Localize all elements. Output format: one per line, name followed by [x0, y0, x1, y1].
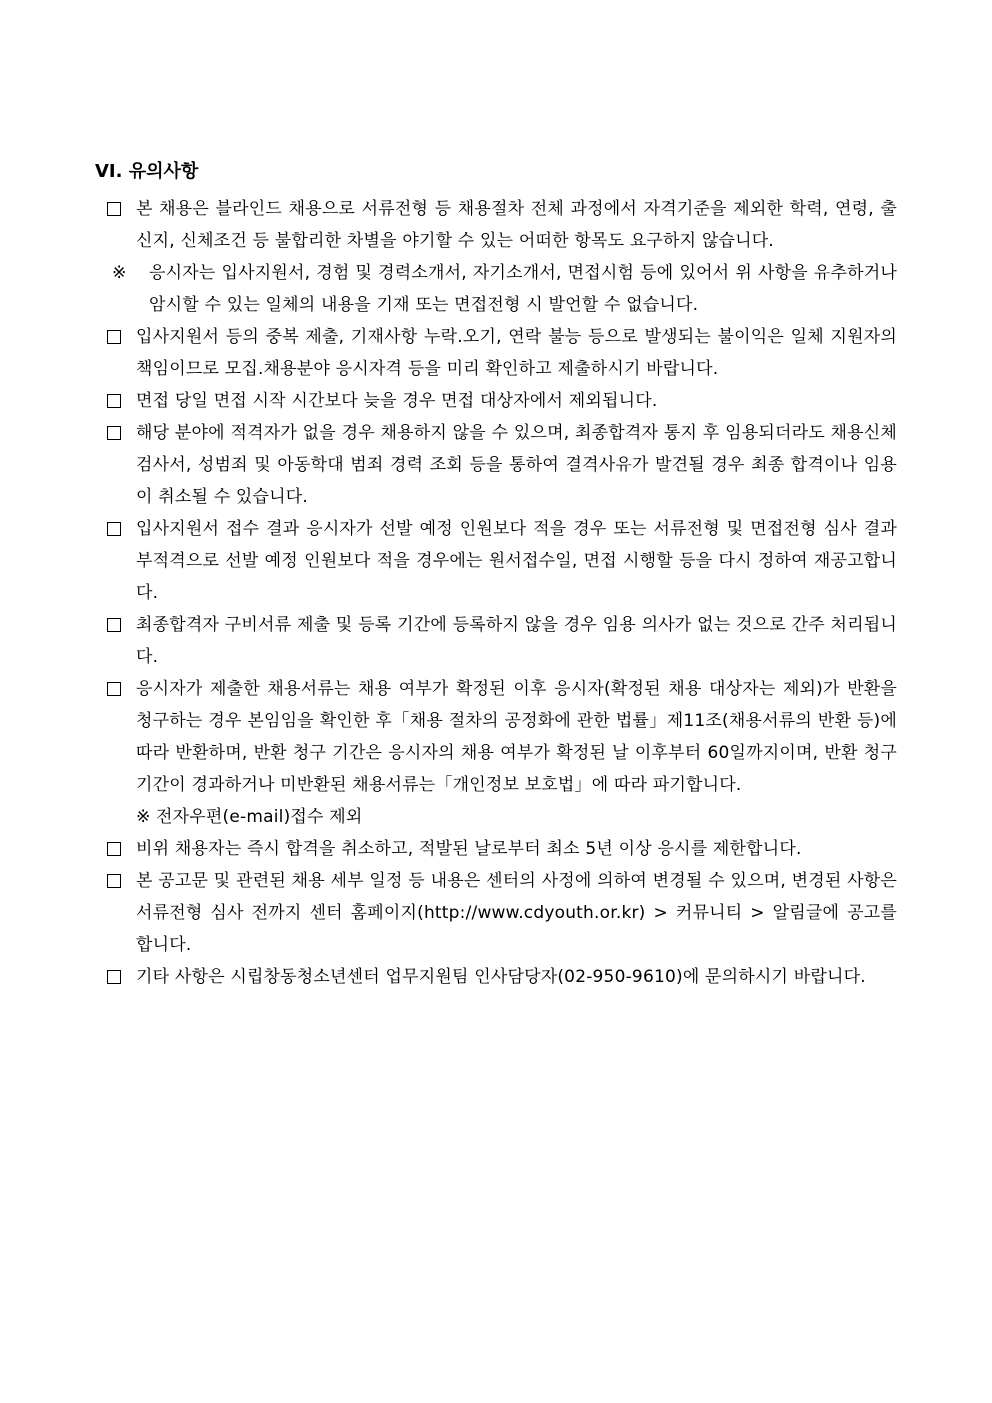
notice-item-duplicate-submission [105, 321, 897, 385]
reference-mark-icon: ※ [112, 263, 127, 283]
notice-text: 해당 분야에 적격자가 없을 경우 채용하지 않을 수 있으며, 최종합격자 통지 후 임용되더라도 채용신체검사서, 성범죄 및 아동학대 범죄 경력 조회 등을 통하여 결격사유가 발견될 경우 최종 합격이나 임용이 취소될 수 있습니다. [136, 423, 897, 507]
notice-list [105, 193, 897, 993]
notice-text: 입사지원서 접수 결과 응시자가 선발 예정 인원보다 적을 경우 또는 서류전형 및 면접전형 심사 결과 부적격으로 선발 예정 인원보다 적을 경우에는 원서접수일, 면접 시행할 등을 다시 정하여 재공고합니다. [136, 519, 897, 603]
checkbox-bullet-icon [107, 394, 121, 408]
checkbox-bullet-icon [107, 202, 121, 216]
checkbox-bullet-icon [107, 330, 121, 344]
notice-item-schedule-change [105, 865, 897, 961]
checkbox-bullet-icon [107, 842, 121, 856]
notice-text: 면접 당일 면접 시작 시간보다 늦을 경우 면접 대상자에서 제외됩니다. [136, 391, 658, 411]
section-title: VI. 유의사항 [95, 161, 199, 182]
notice-item-interview-late [105, 385, 897, 417]
notice-text: 최종합격자 구비서류 제출 및 등록 기간에 등록하지 않을 경우 임용 의사가 없는 것으로 간주 처리됩니다. [136, 615, 897, 667]
notice-item-document-return [105, 673, 897, 801]
checkbox-bullet-icon [107, 874, 121, 888]
notice-subnote-email [136, 801, 897, 833]
notice-text: 본 채용은 블라인드 채용으로 서류전형 등 채용절차 전체 과정에서 자격기준을 제외한 학력, 연령, 출신지, 신체조건 등 불합리한 차별을 야기할 수 있는 어떠한 항목도 요구하지 않습니다. [136, 199, 897, 251]
notice-text: 응시자가 제출한 채용서류는 채용 여부가 확정된 이후 응시자(확정된 채용 대상자는 제외)가 반환을 청구하는 경우 본임임을 확인한 후「채용 절차의 공정화에 관한 법률」제11조(채용서류의 반환 등)에 따라 반환하며, 반환 청구 기간은 응시자의 채용 여부가 확정된 날 이후부터 60일까지이며, 반환 청구 기간이 경과하거나 미반환된 채용서류는「개인정보 보호법」에 따라 파기합니다. [136, 679, 897, 795]
notice-text: 입사지원서 등의 중복 제출, 기재사항 누락.오기, 연락 불능 등으로 발생되는 불이익은 일체 지원자의 책임이므로 모집.채용분야 응시자격 등을 미리 확인하고 제출하시기 바랍니다. [136, 327, 897, 379]
notice-item-contact [105, 961, 897, 993]
notice-item-registration [105, 609, 897, 673]
notice-item-re-announcement [105, 513, 897, 609]
notice-text: 기타 사항은 시립창동청소년센터 업무지원팀 인사담당자(02-950-9610)에 문의하시기 바랍니다. [136, 967, 866, 987]
checkbox-bullet-icon [107, 970, 121, 984]
checkbox-bullet-icon [107, 522, 121, 536]
checkbox-bullet-icon [107, 682, 121, 696]
notice-text: 비위 채용자는 즉시 합격을 취소하고, 적발된 날로부터 최소 5년 이상 응시를 제한합니다. [136, 839, 802, 859]
notice-note-applicant [112, 257, 897, 321]
checkbox-bullet-icon [107, 618, 121, 632]
checkbox-bullet-icon [107, 426, 121, 440]
notice-text: 응시자는 입사지원서, 경험 및 경력소개서, 자기소개서, 면접시험 등에 있어서 위 사항을 유추하거나 암시할 수 있는 일체의 내용을 기재 또는 면접전형 시 발언할 수 없습니다. [149, 263, 897, 315]
notice-item-no-qualified [105, 417, 897, 513]
notice-text: ※ 전자우편(e-mail)접수 제외 [136, 807, 363, 827]
notice-item-blind-hiring [105, 193, 897, 257]
notice-text: 본 공고문 및 관련된 채용 세부 일정 등 내용은 센터의 사정에 의하여 변경될 수 있으며, 변경된 사항은 서류전형 심사 전까지 센터 홈페이지(http://www.cdyouth.or.kr) > 커뮤니티 > 알림글에 공고를 합니다. [136, 871, 897, 955]
notice-item-misconduct [105, 833, 897, 865]
